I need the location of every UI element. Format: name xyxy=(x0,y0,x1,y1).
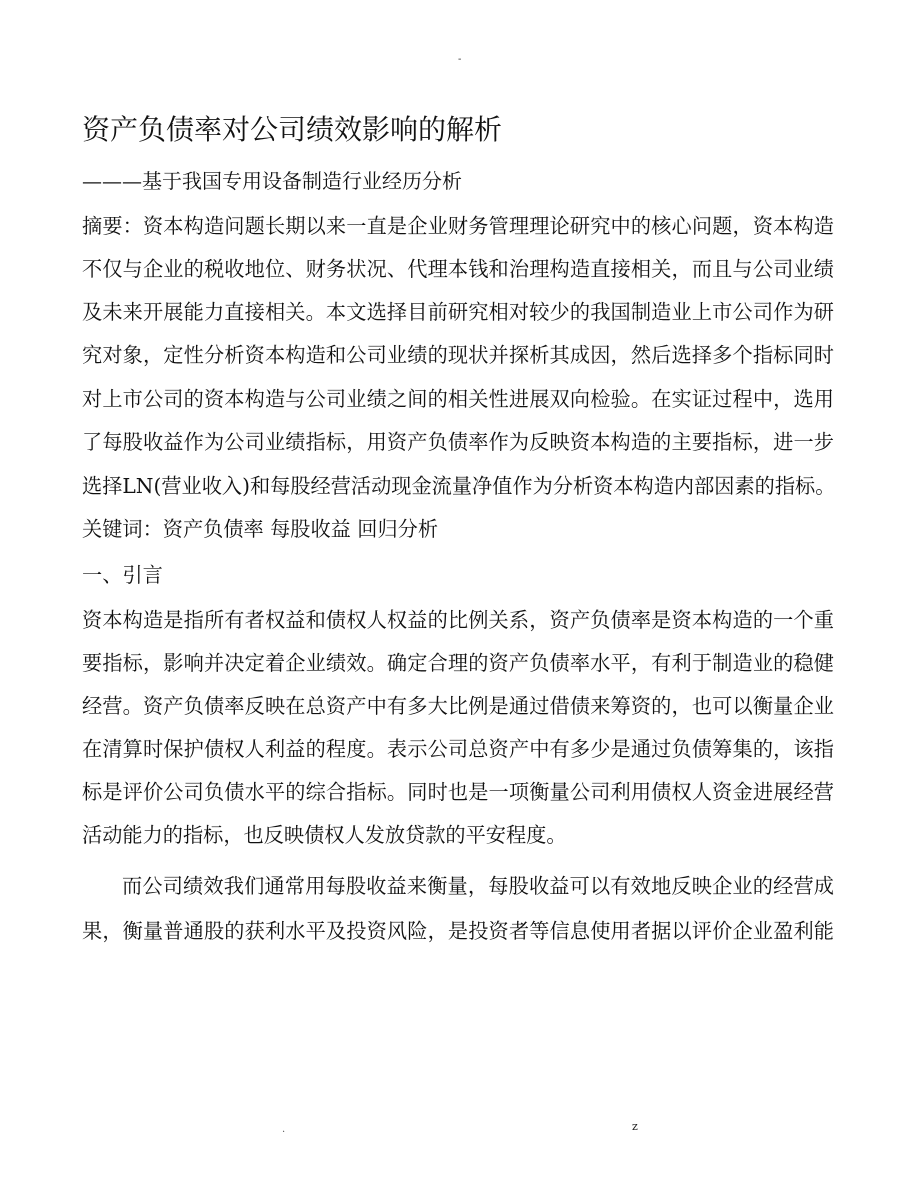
abstract-line: 摘要：资本构造问题长期以来一直是企业财务管理理论研究中的核心问题，资本构造 xyxy=(82,214,834,238)
paragraph-line: 果，衡量普通股的获利水平及投资风险，是投资者等信息使用者据以评价企业盈利能 xyxy=(82,919,834,943)
paragraph-line: 在清算时保护债权人利益的程度。表示公司总资产中有多少是通过负债筹集的，该指 xyxy=(82,737,834,761)
paragraph-line: 标是评价公司负债水平的综合指标。同时也是一项衡量公司利用债权人资金进展经营 xyxy=(82,780,834,804)
paragraph-line: 活动能力的指标，也反映债权人发放贷款的平安程度。 xyxy=(82,823,567,847)
header-mark: - xyxy=(458,54,462,65)
footer-left-mark: . xyxy=(282,1124,286,1135)
abstract-line: 不仅与企业的税收地位、财务状况、代理本钱和治理构造直接相关，而且与公司业绩 xyxy=(82,257,834,281)
section-heading-introduction: 一、引言 xyxy=(82,563,163,587)
paragraph-line: 要指标，影响并决定着企业绩效。确定合理的资产负债率水平，有利于制造业的稳健 xyxy=(82,651,834,675)
paragraph-line: 经营。资产负债率反映在总资产中有多大比例是通过借债来筹资的，也可以衡量企业 xyxy=(82,694,834,718)
abstract-line: 对上市公司的资本构造与公司业绩之间的相关性进展双向检验。在实证过程中，选用 xyxy=(82,387,834,411)
footer-right-mark: z xyxy=(632,1120,638,1133)
abstract-line: 选择LN(营业收入)和每股经营活动现金流量净值作为分析资本构造内部因素的指标。 xyxy=(82,474,836,498)
abstract-line: 及未来开展能力直接相关。本文选择目前研究相对较少的我国制造业上市公司作为研 xyxy=(82,300,834,324)
document-subtitle: ———基于我国专用设备制造行业经历分析 xyxy=(82,169,462,193)
paragraph-line: 而公司绩效我们通常用每股收益来衡量，每股收益可以有效地反映企业的经营成 xyxy=(122,874,834,898)
keywords: 关键词：资产负债率 每股收益 回归分析 xyxy=(82,517,439,541)
document-title: 资产负债率对公司绩效影响的解析 xyxy=(82,113,503,146)
abstract-line: 了每股收益作为公司业绩指标，用资产负债率作为反映资本构造的主要指标，进一步 xyxy=(82,430,834,454)
abstract-line: 究对象，定性分析资本构造和公司业绩的现状并探析其成因，然后选择多个指标同时 xyxy=(82,343,834,367)
paragraph-line: 资本构造是指所有者权益和债权人权益的比例关系，资产负债率是资本构造的一个重 xyxy=(82,608,834,632)
